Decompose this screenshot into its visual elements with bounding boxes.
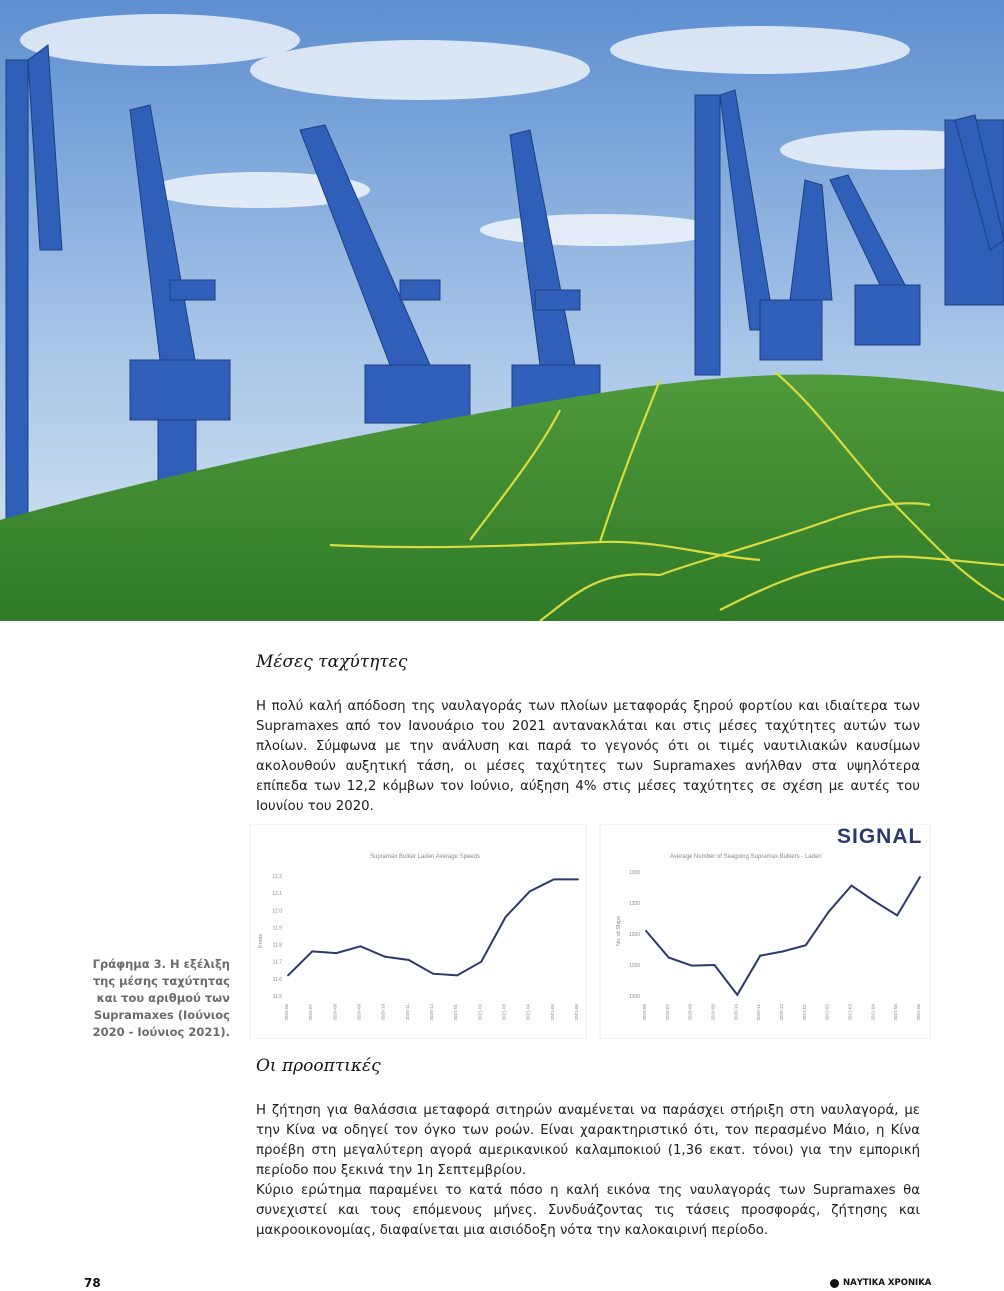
y-axis-label: No. of Ships <box>616 916 622 946</box>
x-tick-label: 2020-06 <box>284 1004 289 1021</box>
data-point <box>691 965 693 967</box>
chart-title: Average Number of Seagoing Supramax Bulkers - Laden <box>670 854 822 860</box>
x-tick-label: 2021-02 <box>477 1004 483 1021</box>
data-point <box>805 944 807 946</box>
chart-title: Supramax Bulker Laden Average Speeds <box>370 854 480 860</box>
data-point <box>432 973 434 975</box>
publication-logo-icon <box>830 1279 839 1288</box>
paragraph-prospects-2: Κύριο ερώτημα παραμένει το κατά πόσο η καλή εικόνα της ναυλαγοράς των Supramaxes θα συνεχιστεί και τους επόμενους μήνες. Συνδυάζοντας τις τάσεις προσφοράς, ζήτησης και μακροοικονομίας, διαφαίνεται μια αισιόδοξη νότα την καλοκαιρινή περίοδο. <box>256 1183 920 1238</box>
page-number: 78 <box>84 1276 101 1290</box>
figure-charts <box>242 824 932 1039</box>
figure-caption: Γράφημα 3. Η εξέλιξη της μέσης ταχύτητας και του αριθμού των Supramaxes (Ιούνιος 2020 - Ιούνιος 2021). <box>92 957 230 1039</box>
data-point <box>335 952 337 954</box>
data-point <box>505 916 507 918</box>
x-tick-label: 2020-11 <box>404 1004 410 1021</box>
x-tick-label: 2021-04 <box>525 1004 531 1021</box>
data-point <box>873 900 875 902</box>
x-tick-label: 2021-01 <box>453 1004 459 1021</box>
x-tick-label: 2021-03 <box>501 1004 507 1021</box>
x-tick-label: 2020-09 <box>356 1004 362 1021</box>
data-point <box>456 975 458 977</box>
data-point <box>668 957 670 959</box>
x-tick-label: 2021-05 <box>893 1004 899 1021</box>
signal-logo: SIGNAL <box>837 825 923 848</box>
x-tick-label: 2020-09 <box>710 1004 716 1021</box>
x-tick-label: 2020-10 <box>380 1004 386 1021</box>
y-tick-label: 11.7 <box>272 959 282 966</box>
y-tick-label: 12.2 <box>272 874 282 880</box>
paragraph-average-speeds: Η πολύ καλή απόδοση της ναυλαγοράς των πλοίων μεταφοράς ξηρού φορτίου και ιδιαίτερα των Supramaxes από τον Ιανουάριο του 2021 αντανακλάται και στις μέσες ταχύτητες αυτών των πλοίων. Σύμφωνα με την ανάλυση και παρά το γεγονός ότι οι τιμές ναυτιλιακών καυσίμων ακολουθούν αυξητική τάση, οι μέσες ταχύτητες των Supramaxes ανήλθαν στα υψηλότερα επίπεδα των 12,2 κόμβων τον Ιούνιο, αύξηση 4% στις μέσες ταχύτητες σε σχέση με αυτές του Ιουνίου του 2020. <box>256 699 920 814</box>
x-tick-label: 2020-07 <box>308 1004 314 1021</box>
data-point <box>851 885 853 887</box>
data-point <box>714 964 716 966</box>
data-point <box>759 955 761 957</box>
y-tick-label: 1200 <box>628 932 640 938</box>
data-point <box>529 891 531 893</box>
y-tick-label: 12.0 <box>272 908 282 915</box>
data-point <box>287 975 289 977</box>
data-point <box>919 876 921 878</box>
x-tick-label: 2020-11 <box>756 1004 762 1021</box>
x-tick-label: 2021-06 <box>574 1004 579 1021</box>
x-tick-label: 2021-04 <box>870 1004 876 1021</box>
x-tick-label: 2021-06 <box>916 1004 921 1021</box>
y-axis-label: Knots <box>258 933 264 948</box>
y-tick-label: 11.8 <box>272 942 282 949</box>
x-tick-label: 2020-10 <box>733 1004 739 1021</box>
section-heading-average-speeds: Μέσες ταχύτητες <box>256 652 408 672</box>
y-tick-label: 1250 <box>628 901 640 907</box>
data-point <box>384 956 386 958</box>
x-tick-label: 2020-08 <box>687 1004 693 1021</box>
y-tick-label: 11.6 <box>272 976 282 983</box>
x-tick-label: 2020-07 <box>664 1004 670 1021</box>
data-point <box>480 961 482 963</box>
data-point <box>360 945 362 947</box>
x-tick-label: 2021-05 <box>549 1004 555 1021</box>
x-tick-label: 2020-12 <box>429 1004 434 1021</box>
x-tick-label: 2020-08 <box>332 1004 338 1021</box>
data-point <box>782 950 784 952</box>
data-point <box>577 879 579 881</box>
y-tick-label: 1300 <box>628 870 640 876</box>
data-point <box>645 930 647 932</box>
data-point <box>311 951 313 953</box>
data-point <box>408 959 410 961</box>
x-tick-label: 2020-06 <box>642 1004 647 1021</box>
hero-photo-cranes <box>0 0 1004 621</box>
x-tick-label: 2021-01 <box>801 1004 807 1021</box>
data-point <box>828 911 830 913</box>
publication-footer <box>830 1278 931 1288</box>
data-point <box>553 879 555 881</box>
x-tick-label: 2021-03 <box>847 1004 853 1021</box>
paragraph-prospects-1: Η ζήτηση για θαλάσσια μεταφορά σιτηρών αναμένεται να παράσχει στήριξη στη ναυλαγορά, με την Κίνα να οδηγεί τον όγκο των ροών. Είναι χαρακτηριστικό ότι, τον περασμένο Μάιο, η Κίνα προέβη στη μεγαλύτερη αγορά αμερικανικού καλαμποκιού (1,36 εκατ. τόνοι) για την εμπορική περίοδο που ξεκινά την 1η Σεπτεμβρίου. <box>256 1103 920 1178</box>
y-tick-label: 1150 <box>629 963 640 969</box>
y-tick-label: 12.1 <box>272 891 282 898</box>
x-tick-label: 2021-02 <box>824 1004 830 1021</box>
y-tick-label: 11.5 <box>272 994 282 1000</box>
y-tick-label: 1100 <box>629 994 640 1000</box>
x-tick-label: 2020-12 <box>779 1004 784 1021</box>
data-point <box>896 915 898 917</box>
data-point <box>736 994 738 996</box>
section-heading-prospects: Οι προοπτικές <box>256 1056 381 1076</box>
y-tick-label: 11.9 <box>272 925 282 932</box>
publication-name: ΝΑΥΤΙΚΑ ΧΡΟΝΙΚΑ <box>843 1278 932 1288</box>
